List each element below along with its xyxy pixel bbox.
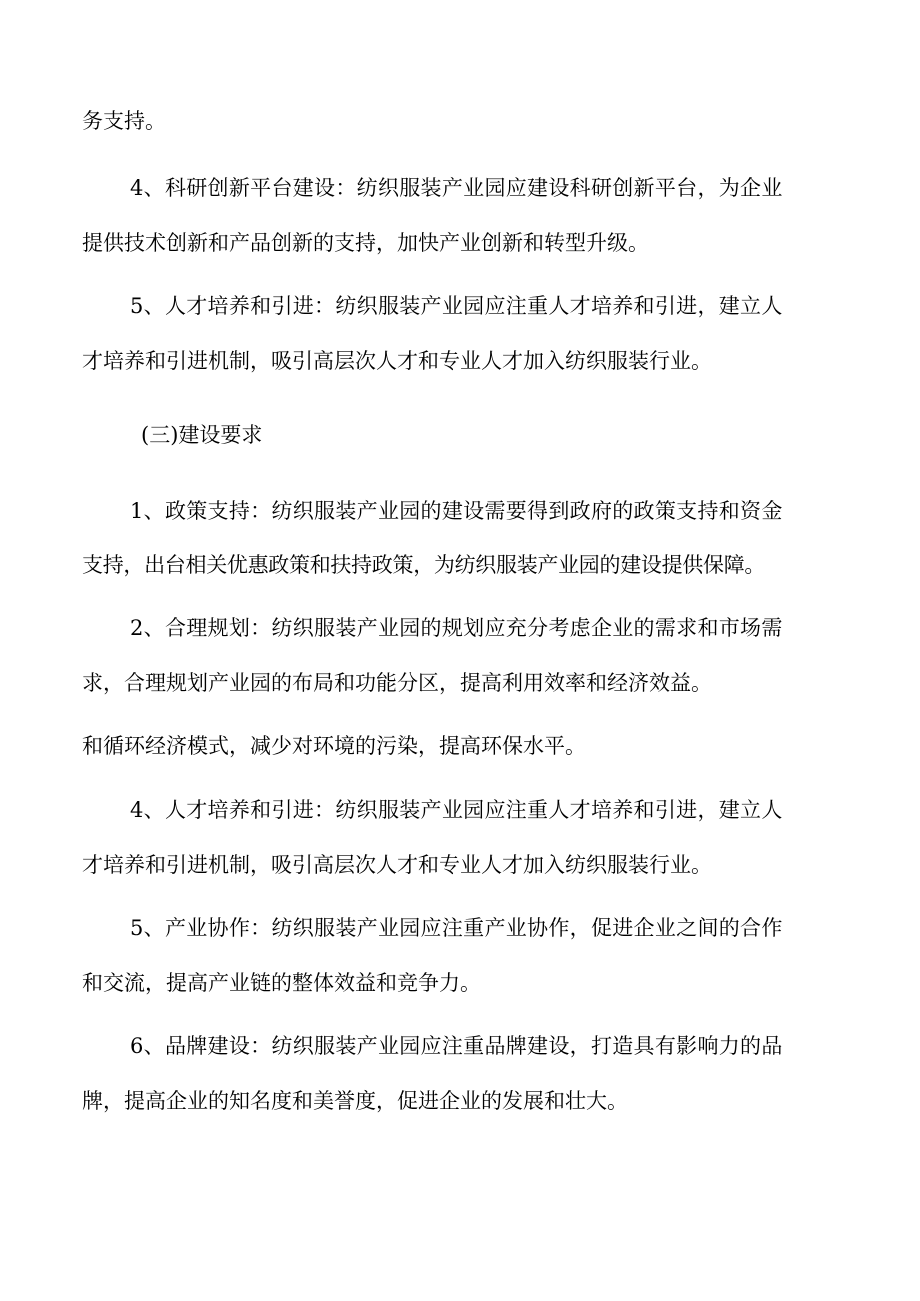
paragraph-line: 2、合理规划：纺织服装产业园的规划应充分考虑企业的需求和市场需 — [130, 616, 783, 640]
fragment-paragraph: 和循环经济模式，减少对环境的污染，提高环保水平。 — [82, 734, 586, 758]
paragraph-line: 才培养和引进机制，吸引高层次人才和专业人才加入纺织服装行业。 — [82, 349, 712, 373]
paragraph-line: 支持，出台相关优惠政策和扶持政策，为纺织服装产业园的建设提供保障。 — [82, 553, 766, 577]
paragraph-line: 6、品牌建设：纺织服装产业园应注重品牌建设，打造具有影响力的品 — [130, 1034, 783, 1058]
paragraph-line: 5、产业协作：纺织服装产业园应注重产业协作，促进企业之间的合作 — [130, 916, 783, 940]
section-heading: (三)建设要求 — [141, 423, 263, 447]
paragraph-line: 4、人才培养和引进：纺织服装产业园应注重人才培养和引进，建立人 — [130, 798, 783, 822]
paragraph-line: 提供技术创新和产品创新的支持，加快产业创新和转型升级。 — [82, 231, 649, 255]
paragraph-line: 才培养和引进机制，吸引高层次人才和专业人才加入纺织服装行业。 — [82, 853, 712, 877]
paragraph-line: 牌，提高企业的知名度和美誉度，促进企业的发展和壮大。 — [82, 1089, 628, 1113]
paragraph-line: 5、人才培养和引进：纺织服装产业园应注重人才培养和引进，建立人 — [130, 294, 783, 318]
paragraph-line: 4、科研创新平台建设：纺织服装产业园应建设科研创新平台，为企业 — [130, 176, 783, 200]
paragraph-line: 求，合理规划产业园的布局和功能分区，提高利用效率和经济效益。 — [82, 671, 712, 695]
continuation-text: 务支持。 — [82, 109, 166, 133]
paragraph-line: 和交流，提高产业链的整体效益和竞争力。 — [82, 971, 481, 995]
paragraph-line: 1、政策支持：纺织服装产业园的建设需要得到政府的政策支持和资金 — [130, 499, 783, 523]
